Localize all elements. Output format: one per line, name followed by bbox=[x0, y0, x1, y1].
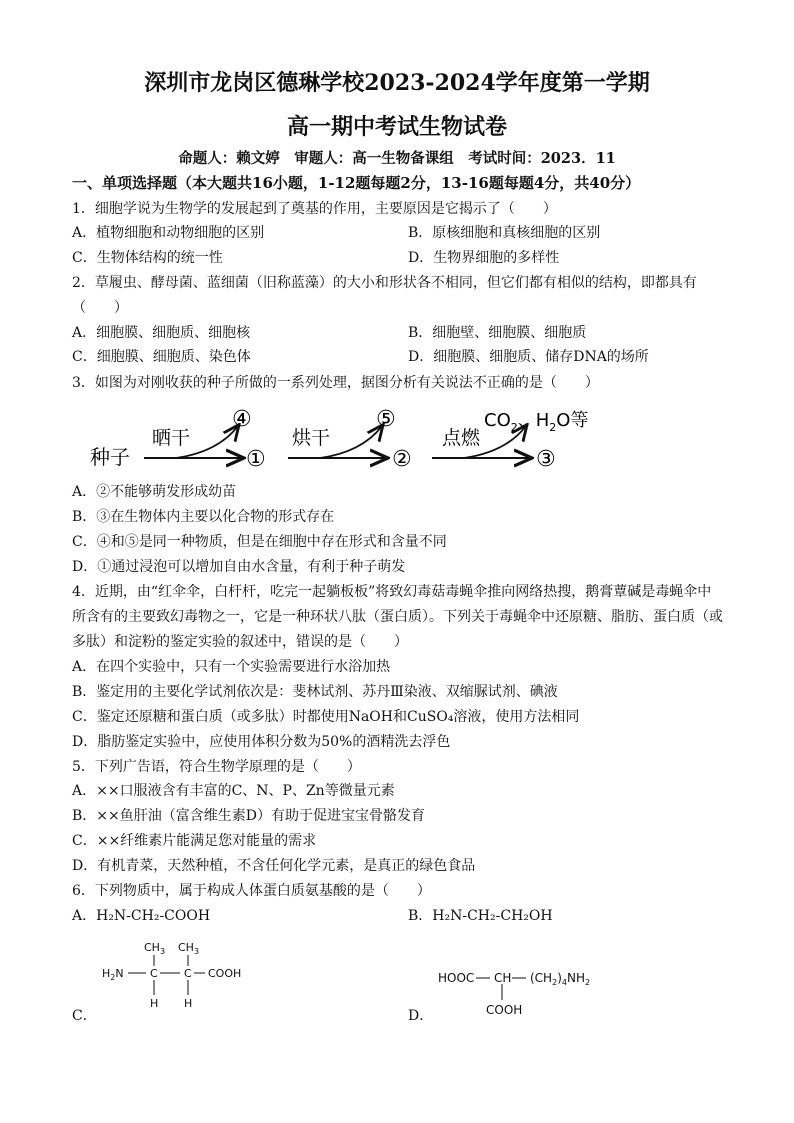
q2-option-b: B．细胞壁、细胞膜、细胞质 bbox=[408, 325, 587, 341]
q6-option-c-structure bbox=[98, 935, 248, 1017]
svg-text:H2N: $H_2N$ bbox=[102, 967, 124, 982]
q4-option-b: B．鉴定用的主要化学试剂依次是：斐林试剂、苏丹Ⅲ染液、双缩脲试剂、碘液 bbox=[72, 684, 558, 700]
q3-process-diagram bbox=[80, 400, 640, 478]
q6-option-c: C． bbox=[72, 1008, 97, 1024]
diagram-step-sun-dry: 晒干 bbox=[152, 427, 191, 449]
diagram-seed-label: 种子 bbox=[90, 445, 130, 469]
q5-stem: 5．下列广告语，符合生物学原理的是（ ） bbox=[72, 759, 361, 775]
q1-option-b: B．原核细胞和真核细胞的区别 bbox=[408, 225, 601, 241]
q3-option-a: A．②不能够萌发形成幼苗 bbox=[72, 484, 237, 500]
svg-text:CH3: $CH_3$ bbox=[144, 941, 166, 956]
diagram-product-4: ④ bbox=[232, 407, 252, 432]
q6-stem: 6．下列物质中，属于构成人体蛋白质氨基酸的是（ ） bbox=[72, 883, 431, 899]
q1-option-c: C．生物体结构的统一性 bbox=[72, 250, 223, 266]
q3-option-c: C．④和⑤是同一种物质，但是在细胞中存在形式和含量不同 bbox=[72, 534, 447, 550]
diagram-gas-products: $CO_2$、$H_2O$等 bbox=[484, 410, 589, 434]
q3-stem: 3．如图为对刚收获的种子所做的一系列处理，据图分析有关说法不正确的是（ ） bbox=[72, 375, 599, 391]
section-heading: 一、单项选择题（本大题共16小题，1-12题每题2分，13-16题每题4分，共40分） bbox=[72, 174, 641, 192]
q4-stem: 4．近期，由“红伞伞，白杆杆，吃完一起躺板板”将致幻毒菇毒蝇伞推向网络热搜，鹅膏蕈碱是毒蝇伞中 bbox=[72, 584, 712, 600]
svg-text:CH3: $CH_3$ bbox=[178, 941, 200, 956]
svg-text:HOOC: HOOC bbox=[438, 971, 475, 985]
q4-stem-cont-1: 所含有的主要致幻毒物之一，它是一种环状八肽（蛋白质）。下列关于毒蝇伞中还原糖、脂肪、蛋白质（或 bbox=[72, 609, 723, 625]
diagram-step-oven-dry: 烘干 bbox=[292, 427, 331, 449]
exam-subtitle: 高一期中考试生物试卷 bbox=[286, 114, 507, 140]
q6-option-a: A．H₂N-CH₂-COOH bbox=[72, 908, 211, 924]
q5-option-b: B．××鱼肝油（富含维生素D）有助于促进宝宝骨骼发育 bbox=[72, 808, 425, 824]
svg-text:CH: CH bbox=[494, 971, 512, 985]
q5-option-c: C．××纤维素片能满足您对能量的需求 bbox=[72, 833, 317, 849]
diagram-product-5: ⑤ bbox=[376, 407, 396, 432]
q2-stem: 2．草履虫、酵母菌、蓝细菌（旧称蓝藻）的大小和形状各不相同，但它们都有相似的结构，即都具有 bbox=[72, 275, 697, 291]
diagram-step-ignite: 点燃 bbox=[442, 427, 481, 449]
q6-option-d: D． bbox=[408, 1008, 434, 1024]
q3-option-d: D．①通过浸泡可以增加自由水含量，有利于种子萌发 bbox=[72, 559, 406, 575]
q1-option-a: A．植物细胞和动物细胞的区别 bbox=[72, 225, 265, 241]
exam-title: 深圳市龙岗区德琳学校2023-2024学年度第一学期 bbox=[144, 70, 650, 96]
q5-option-d: D．有机青菜，天然种植，不含任何化学元素，是真正的绿色食品 bbox=[72, 858, 476, 874]
q3-option-b: B．③在生物体内主要以化合物的形式存在 bbox=[72, 509, 335, 525]
q4-stem-cont-2: 多肽）和淀粉的鉴定实验的叙述中，错误的是（ ） bbox=[72, 634, 408, 650]
svg-text:H: H bbox=[184, 997, 193, 1010]
q2-option-a: A．细胞膜、细胞质、细胞核 bbox=[72, 325, 251, 341]
q6-option-b: B．H₂N-CH₂-CH₂OH bbox=[408, 908, 553, 924]
exam-meta: 命题人：赖文婷 审题人：高一生物备课组 考试时间：2023．11 bbox=[178, 150, 616, 167]
q1-stem: 1．细胞学说为生物学的发展起到了奠基的作用，主要原因是它揭示了（ ） bbox=[72, 201, 557, 217]
svg-text:C: C bbox=[150, 967, 158, 980]
q4-option-c: C．鉴定还原糖和蛋白质（或多肽）时都使用NaOH和CuSO₄溶液，使用方法相同 bbox=[72, 709, 580, 725]
q5-option-a: A．××口服液含有丰富的C、N、P、Zn等微量元素 bbox=[72, 783, 395, 799]
svg-text:COOH: COOH bbox=[208, 967, 242, 980]
svg-text:H: H bbox=[150, 997, 159, 1010]
q4-option-a: A．在四个实验中，只有一个实验需要进行水浴加热 bbox=[72, 659, 391, 675]
svg-text:C: C bbox=[184, 967, 192, 980]
diagram-product-1: ① bbox=[246, 447, 266, 472]
q2-option-d: D．细胞膜、细胞质、储存DNA的场所 bbox=[408, 349, 649, 365]
q4-option-d: D．脂肪鉴定实验中，应使用体积分数为50%的酒精洗去浮色 bbox=[72, 734, 451, 750]
diagram-product-2: ② bbox=[392, 447, 412, 472]
q6-option-d-structure bbox=[436, 960, 606, 1020]
q2-option-c: C．细胞膜、细胞质、染色体 bbox=[72, 349, 251, 365]
svg-text:(CH2)4NH2: $(CH_2)_4NH_2$ bbox=[530, 971, 591, 987]
q1-option-d: D．生物界细胞的多样性 bbox=[408, 250, 560, 266]
svg-text:COOH: COOH bbox=[486, 1003, 523, 1017]
q2-stem-cont: （ ） bbox=[72, 300, 128, 316]
diagram-product-3: ③ bbox=[536, 447, 556, 472]
